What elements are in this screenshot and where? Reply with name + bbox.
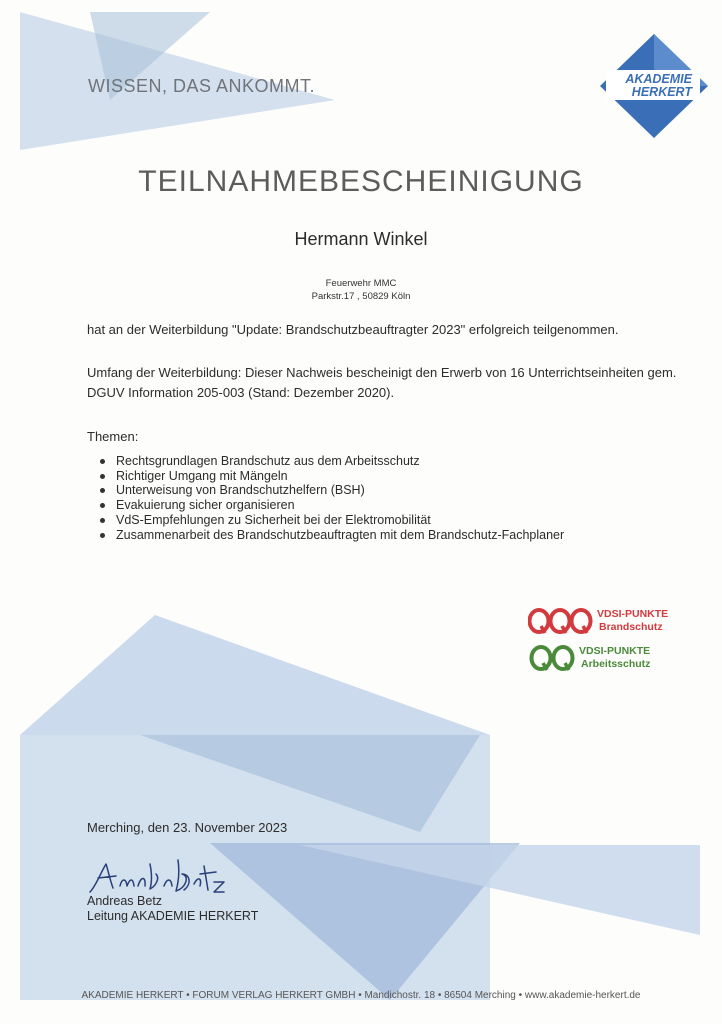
list-item bbox=[98, 454, 564, 469]
list-item bbox=[98, 498, 564, 513]
list-item bbox=[98, 528, 564, 543]
bullet-icon bbox=[100, 518, 105, 523]
organization-name: Feuerwehr MMC bbox=[325, 278, 397, 289]
vdsi-work-title: VDSI-PUNKTE bbox=[579, 645, 651, 657]
vdsi-fire-points-icons bbox=[530, 610, 591, 633]
topic-text: Zusammenarbeit des Brandschutzbeauftragten mit dem Brandschutz-Fachplaner bbox=[116, 527, 565, 542]
document-title: TEILNAHMEBESCHEINIGUNG bbox=[138, 165, 584, 198]
bullet-icon bbox=[100, 533, 105, 538]
vdsi-points-badges bbox=[528, 603, 678, 673]
bullet-icon bbox=[100, 503, 105, 508]
akademie-herkert-logo bbox=[596, 34, 708, 138]
participant-name: Hermann Winkel bbox=[294, 229, 428, 249]
signer-role: Leitung AKADEMIE HERKERT bbox=[87, 909, 259, 923]
vdsi-fire-badge bbox=[530, 608, 669, 633]
topic-text: Rechtsgrundlagen Brandschutz aus dem Arbeitsschutz bbox=[116, 454, 420, 468]
bullet-icon bbox=[100, 474, 105, 479]
topics-list bbox=[98, 454, 564, 542]
completion-statement: hat an der Weiterbildung "Update: Brandschutzbeauftragter 2023" erfolgreich teilgenommen. bbox=[87, 322, 619, 337]
topic-text: Evakuierung sicher organisieren bbox=[116, 498, 295, 513]
organization-address: Parkstr.17 , 50829 Köln bbox=[311, 291, 411, 302]
vdsi-work-badge bbox=[532, 645, 651, 670]
list-item bbox=[98, 513, 564, 528]
vdsi-fire-subtitle: Brandschutz bbox=[599, 621, 663, 633]
topic-text: Richtiger Umgang mit Mängeln bbox=[116, 468, 288, 483]
vdsi-work-subtitle: Arbeitsschutz bbox=[581, 658, 651, 670]
bullet-icon bbox=[100, 459, 105, 464]
date-line: Merching, den 23. November 2023 bbox=[87, 820, 288, 835]
list-item bbox=[98, 469, 564, 484]
logo-text-line1: AKADEMIE bbox=[625, 72, 692, 86]
topic-text: Unterweisung von Brandschutzhelfern (BSH) bbox=[116, 483, 365, 498]
signer-name: Andreas Betz bbox=[87, 894, 163, 908]
handwritten-signature bbox=[86, 856, 226, 898]
vdsi-fire-title: VDSI-PUNKTE bbox=[597, 608, 669, 620]
tagline: WISSEN, DAS ANKOMMT. bbox=[88, 76, 316, 96]
bullet-icon bbox=[100, 488, 105, 493]
topic-text: VdS-Empfehlungen zu Sicherheit bei der Elektromobilität bbox=[116, 512, 431, 527]
themes-heading: Themen: bbox=[87, 429, 139, 444]
participant-organization-block bbox=[0, 277, 722, 303]
vdsi-work-points-icons bbox=[532, 647, 573, 670]
footer-address: AKADEMIE HERKERT • FORUM VERLAG HERKERT GMBH • Mandichostr. 18 • 86504 Merching • www.akademie-herkert.de bbox=[81, 990, 641, 1001]
list-item bbox=[98, 483, 564, 498]
scope-statement: Umfang der Weiterbildung: Dieser Nachweis bescheinigt den Erwerb von 16 Unterrichtseinheiten gem. DGUV Information 205-003 (Stand: Dezember 2020). bbox=[87, 365, 677, 400]
logo-text-line2: HERKERT bbox=[631, 85, 692, 99]
signer-block bbox=[87, 894, 258, 924]
